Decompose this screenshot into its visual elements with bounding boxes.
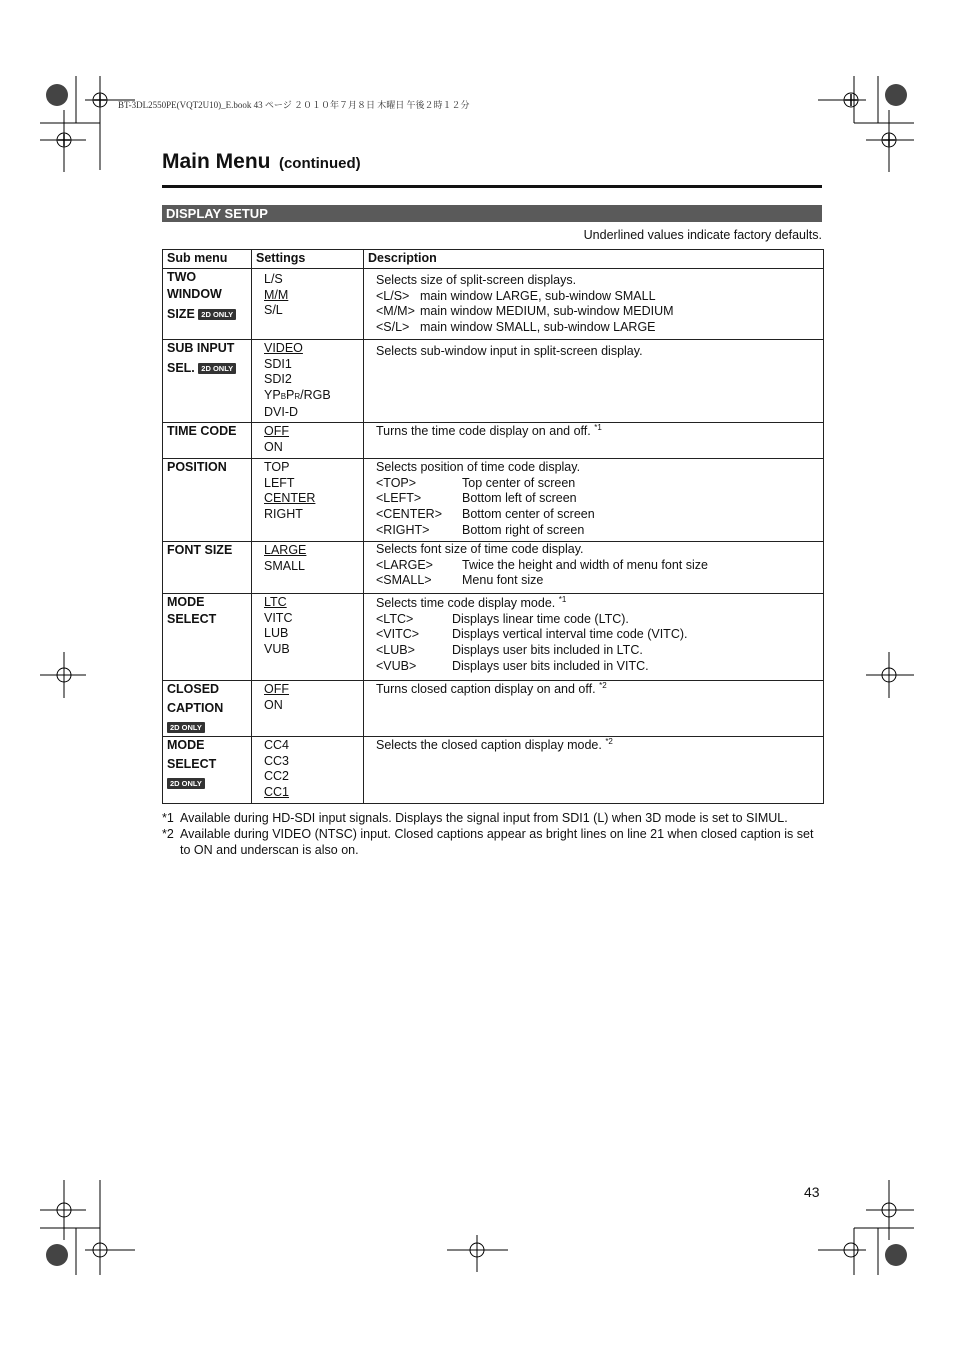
- sub-menu-cell: TWO WINDOW SIZE 2D ONLY: [163, 269, 252, 340]
- sub-menu-cell: SUB INPUT SEL. 2D ONLY: [163, 340, 252, 423]
- description-cell: Selects time code display mode. $^{*1}$ <LTC> Displays linear time code (LTC). <VITC> Displays vertical interval time code (VITC). <LUB> Displays user bits included in LTC. <VUB> Displays user bits included in VITC.: [364, 594, 824, 681]
- table-row: [163, 542, 824, 594]
- description-cell: Selects size of split-screen displays. <L/S> main window LARGE, sub-window SMALL <M/M> main window MEDIUM, sub-window MEDIUM <S/L> main window SMALL, sub-window LARGE: [364, 269, 824, 340]
- sub-menu-cell: MODE SELECT 2D ONLY: [163, 737, 252, 804]
- settings-cell: OFF ON: [252, 681, 364, 737]
- default-value: VIDEO: [264, 341, 303, 355]
- default-value: OFF: [264, 424, 289, 438]
- page-title-sub: (continued): [278, 155, 361, 172]
- description-cell: Selects sub-window input in split-screen display.: [364, 340, 824, 423]
- display-setup-table: [162, 249, 824, 804]
- table-row: [163, 269, 824, 340]
- header-settings: Settings: [252, 250, 364, 269]
- footnote-ref: *1: [594, 423, 602, 432]
- table-row: [163, 737, 824, 804]
- table-header-row: [163, 250, 824, 269]
- footnote: *2 Available during VIDEO (NTSC) input. Closed captions appear as bright lines on line 21 when closed caption is set to ON and underscan is also on.: [162, 826, 814, 857]
- title-rule: [162, 185, 822, 188]
- 2d-only-badge: 2D ONLY: [167, 722, 205, 733]
- description-cell: Selects position of time code display. <TOP> Top center of screen <LEFT> Bottom left of screen <CENTER> Bottom center of screen <RIGHT> Bottom right of screen: [364, 459, 824, 542]
- 2d-only-badge: 2D ONLY: [167, 778, 205, 789]
- header-description: Description: [364, 250, 824, 269]
- default-value: CENTER: [264, 491, 316, 506]
- page-title-main: Main Menu: [162, 150, 271, 173]
- settings-cell: OFF ON: [252, 423, 364, 459]
- table-row: [163, 340, 824, 423]
- 2d-only-badge: 2D ONLY: [198, 309, 236, 320]
- section-heading: DISPLAY SETUP: [162, 205, 822, 222]
- footnotes: [162, 811, 824, 858]
- default-value: LARGE: [264, 543, 307, 557]
- defaults-note: Underlined values indicate factory defaults.: [583, 228, 822, 242]
- sub-menu-cell: MODE SELECT: [163, 594, 252, 681]
- table-row: [163, 459, 824, 542]
- page-title: [162, 150, 361, 174]
- default-value: M/M: [264, 287, 289, 302]
- table-row: [163, 681, 824, 737]
- footnote-ref: *1: [558, 595, 567, 604]
- table-row: [163, 594, 824, 681]
- description-cell: Turns closed caption display on and off. $^{*2}$: [364, 681, 824, 737]
- default-value: OFF: [264, 682, 289, 696]
- sub-menu-cell: FONT SIZE: [163, 542, 252, 594]
- 2d-only-badge: 2D ONLY: [198, 363, 236, 374]
- description-cell: Selects the closed caption display mode. $^{*2}$: [364, 737, 824, 804]
- settings-cell: TOP LEFT CENTER RIGHT: [252, 459, 364, 542]
- settings-cell: CC4 CC3 CC2 CC1: [252, 737, 364, 804]
- page-number: 43: [804, 1184, 820, 1200]
- footnote-ref: *2: [599, 681, 607, 690]
- print-header: BT-3DL2550PE(VQT2U10)_E.book 43 ページ ２０１０年７月８日 木曜日 午後２時１２分: [118, 100, 470, 110]
- description-cell: Turns the time code display on and off. $^{*1}$: [364, 423, 824, 459]
- header-sub-menu: Sub menu: [163, 250, 252, 269]
- settings-cell: VIDEO SDI1 SDI2 YPBPR/RGB DVI-D: [252, 340, 364, 423]
- footnote: *1 Available during HD-SDI input signals. Displays the signal input from SDI1 (L) when 3D mode is set to SIMUL.: [162, 811, 788, 825]
- sub-menu-cell: CLOSED CAPTION 2D ONLY: [163, 681, 252, 737]
- sub-menu-cell: POSITION: [163, 459, 252, 542]
- footnote-ref: *2: [605, 737, 613, 746]
- default-value: CC1: [264, 785, 290, 800]
- sub-menu-cell: TIME CODE: [163, 423, 252, 459]
- default-value: LTC: [264, 595, 287, 609]
- description-cell: Selects font size of time code display. <LARGE> Twice the height and width of menu font size <SMALL> Menu font size: [364, 542, 824, 594]
- table-row: [163, 423, 824, 459]
- settings-cell: L/S M/M S/L: [252, 269, 364, 340]
- settings-cell: LTC VITC LUB VUB: [252, 594, 364, 681]
- settings-cell: LARGE SMALL: [252, 542, 364, 594]
